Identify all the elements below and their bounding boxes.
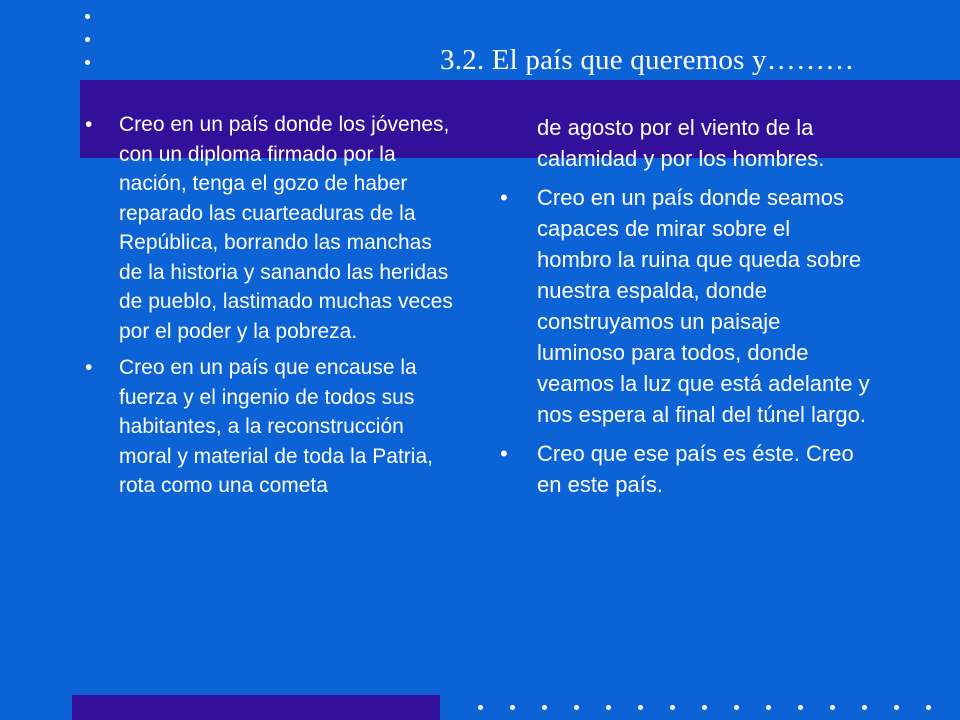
decor-dot — [606, 705, 611, 710]
bullet-icon: • — [85, 356, 93, 379]
list-item — [85, 353, 455, 501]
bullet-icon: • — [500, 441, 508, 466]
list-item-text: Creo en un país que encause la fuerza y el ingenio de todos sus habitantes, a la reconstrucción moral y material de toda la Patria, rota como una cometa — [119, 356, 433, 497]
bottom-accent-bar — [72, 695, 440, 720]
decor-dot — [85, 14, 90, 19]
decor-dot — [862, 705, 867, 710]
decor-dot — [574, 705, 579, 710]
bullet-icon: • — [85, 113, 93, 136]
list-item — [85, 110, 455, 346]
decor-dot — [478, 705, 483, 710]
decor-dot — [85, 37, 90, 42]
list-item-text: Creo en un país donde los jóvenes, con un diploma firmado por la nación, tenga el gozo de haber reparado las cuarteaduras de la República, borrando las manchas de la historia y sanando las heridas de pueblo, lastimado muchas veces por el poder y la pobreza. — [119, 113, 453, 343]
right-column — [500, 112, 870, 508]
decor-dot — [85, 60, 90, 65]
decor-dot — [894, 705, 899, 710]
decor-dot — [670, 705, 675, 710]
bullet-icon: • — [500, 185, 508, 210]
list-item — [500, 438, 870, 500]
decor-dot — [702, 705, 707, 710]
slide-title: 3.2. El país que queremos y……… — [440, 44, 855, 76]
decor-dot — [798, 705, 803, 710]
list-item — [500, 182, 870, 430]
decor-dot — [510, 705, 515, 710]
left-column-list — [85, 110, 455, 508]
list-item-text: Creo que ese país es éste. Creo en este país. — [537, 441, 854, 497]
decor-dot — [830, 705, 835, 710]
continued-text: de agosto por el viento de la calamidad y por los hombres. — [537, 115, 825, 171]
decor-dot — [926, 705, 931, 710]
list-item-text: Creo en un país donde seamos capaces de mirar sobre el hombro la ruina que queda sobre nuestra espalda, donde construyamos un paisaje luminoso para todos, donde veamos la luz que está adelante y nos espera al final del túnel largo. — [537, 185, 870, 427]
decor-dot — [638, 705, 643, 710]
decor-dot — [766, 705, 771, 710]
decor-dot — [542, 705, 547, 710]
decor-dot — [734, 705, 739, 710]
